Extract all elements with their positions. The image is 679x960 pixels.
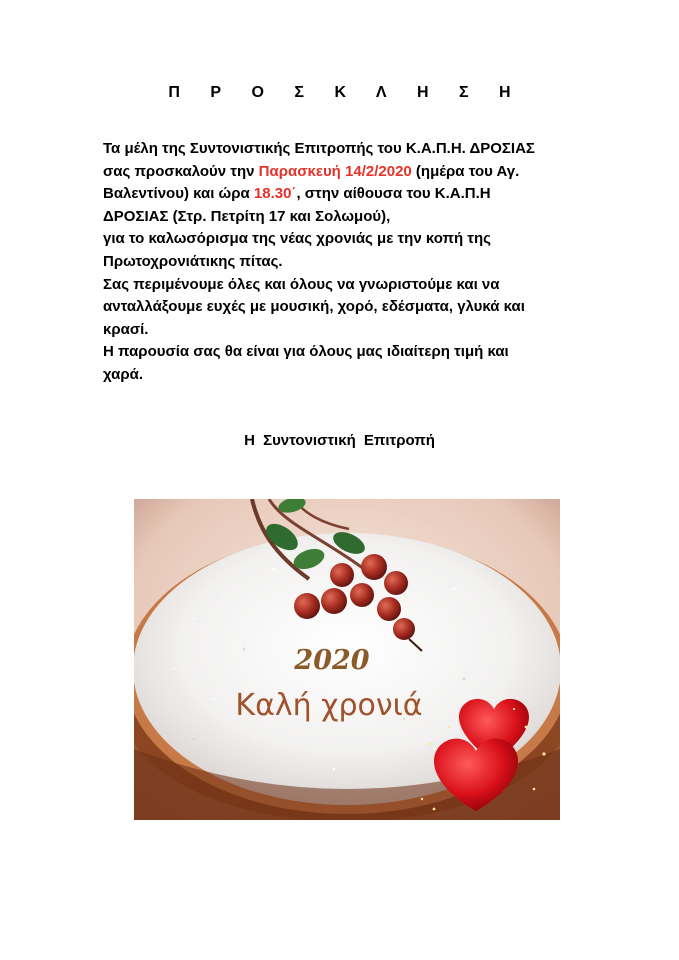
body-line: ανταλλάξουμε ευχές με μουσική, χορό, εδέσματα, γλυκά και xyxy=(103,298,525,316)
body-line: Πρωτοχρονιάτικης πίτας. xyxy=(103,252,283,270)
body-line: χαρά. xyxy=(103,365,143,383)
invitation-body xyxy=(103,138,623,387)
cake-greeting: Καλή χρονιά xyxy=(235,688,423,723)
event-time: 18.30΄ xyxy=(253,185,297,203)
invitation-title: Π Ρ Ο Σ Κ Λ Η Σ Η xyxy=(168,84,524,101)
body-line: Η παρουσία σας θα είναι για όλους μας ιδιαίτερη τιμή και xyxy=(103,343,509,361)
event-date: Παρασκευή 14/2/2020 xyxy=(258,162,412,180)
body-text-segment: Βαλεντίνου) και ώρα xyxy=(103,185,254,203)
body-text-segment: σας προσκαλούν την xyxy=(103,162,259,180)
body-line xyxy=(103,161,623,184)
cake-illustration xyxy=(134,499,560,820)
cake-picture xyxy=(134,499,560,820)
body-line: Τα μέλη της Συντονιστικής Επιτροπής του Κ.Α.Π.Η. ΔΡΟΣΙΑΣ xyxy=(103,140,535,157)
body-line: ΔΡΟΣΙΑΣ (Στρ. Πετρίτη 17 και Σολωμού), xyxy=(103,207,391,225)
body-line: Σας περιμένουμε όλες και όλους να γνωριστούμε και να xyxy=(103,275,500,293)
body-line: για το καλωσόρισμα της νέας χρονιάς με την κοπή της xyxy=(103,230,491,248)
body-line xyxy=(103,183,623,206)
signature: Η Συντονιστική Επιτροπή xyxy=(244,432,435,449)
body-text-segment: (ημέρα του Αγ. xyxy=(411,162,520,180)
body-text-segment: , στην αίθουσα του Κ.Α.Π.Η xyxy=(296,185,491,203)
body-line: κρασί. xyxy=(103,320,149,338)
cake-year: 2020 xyxy=(294,645,370,676)
